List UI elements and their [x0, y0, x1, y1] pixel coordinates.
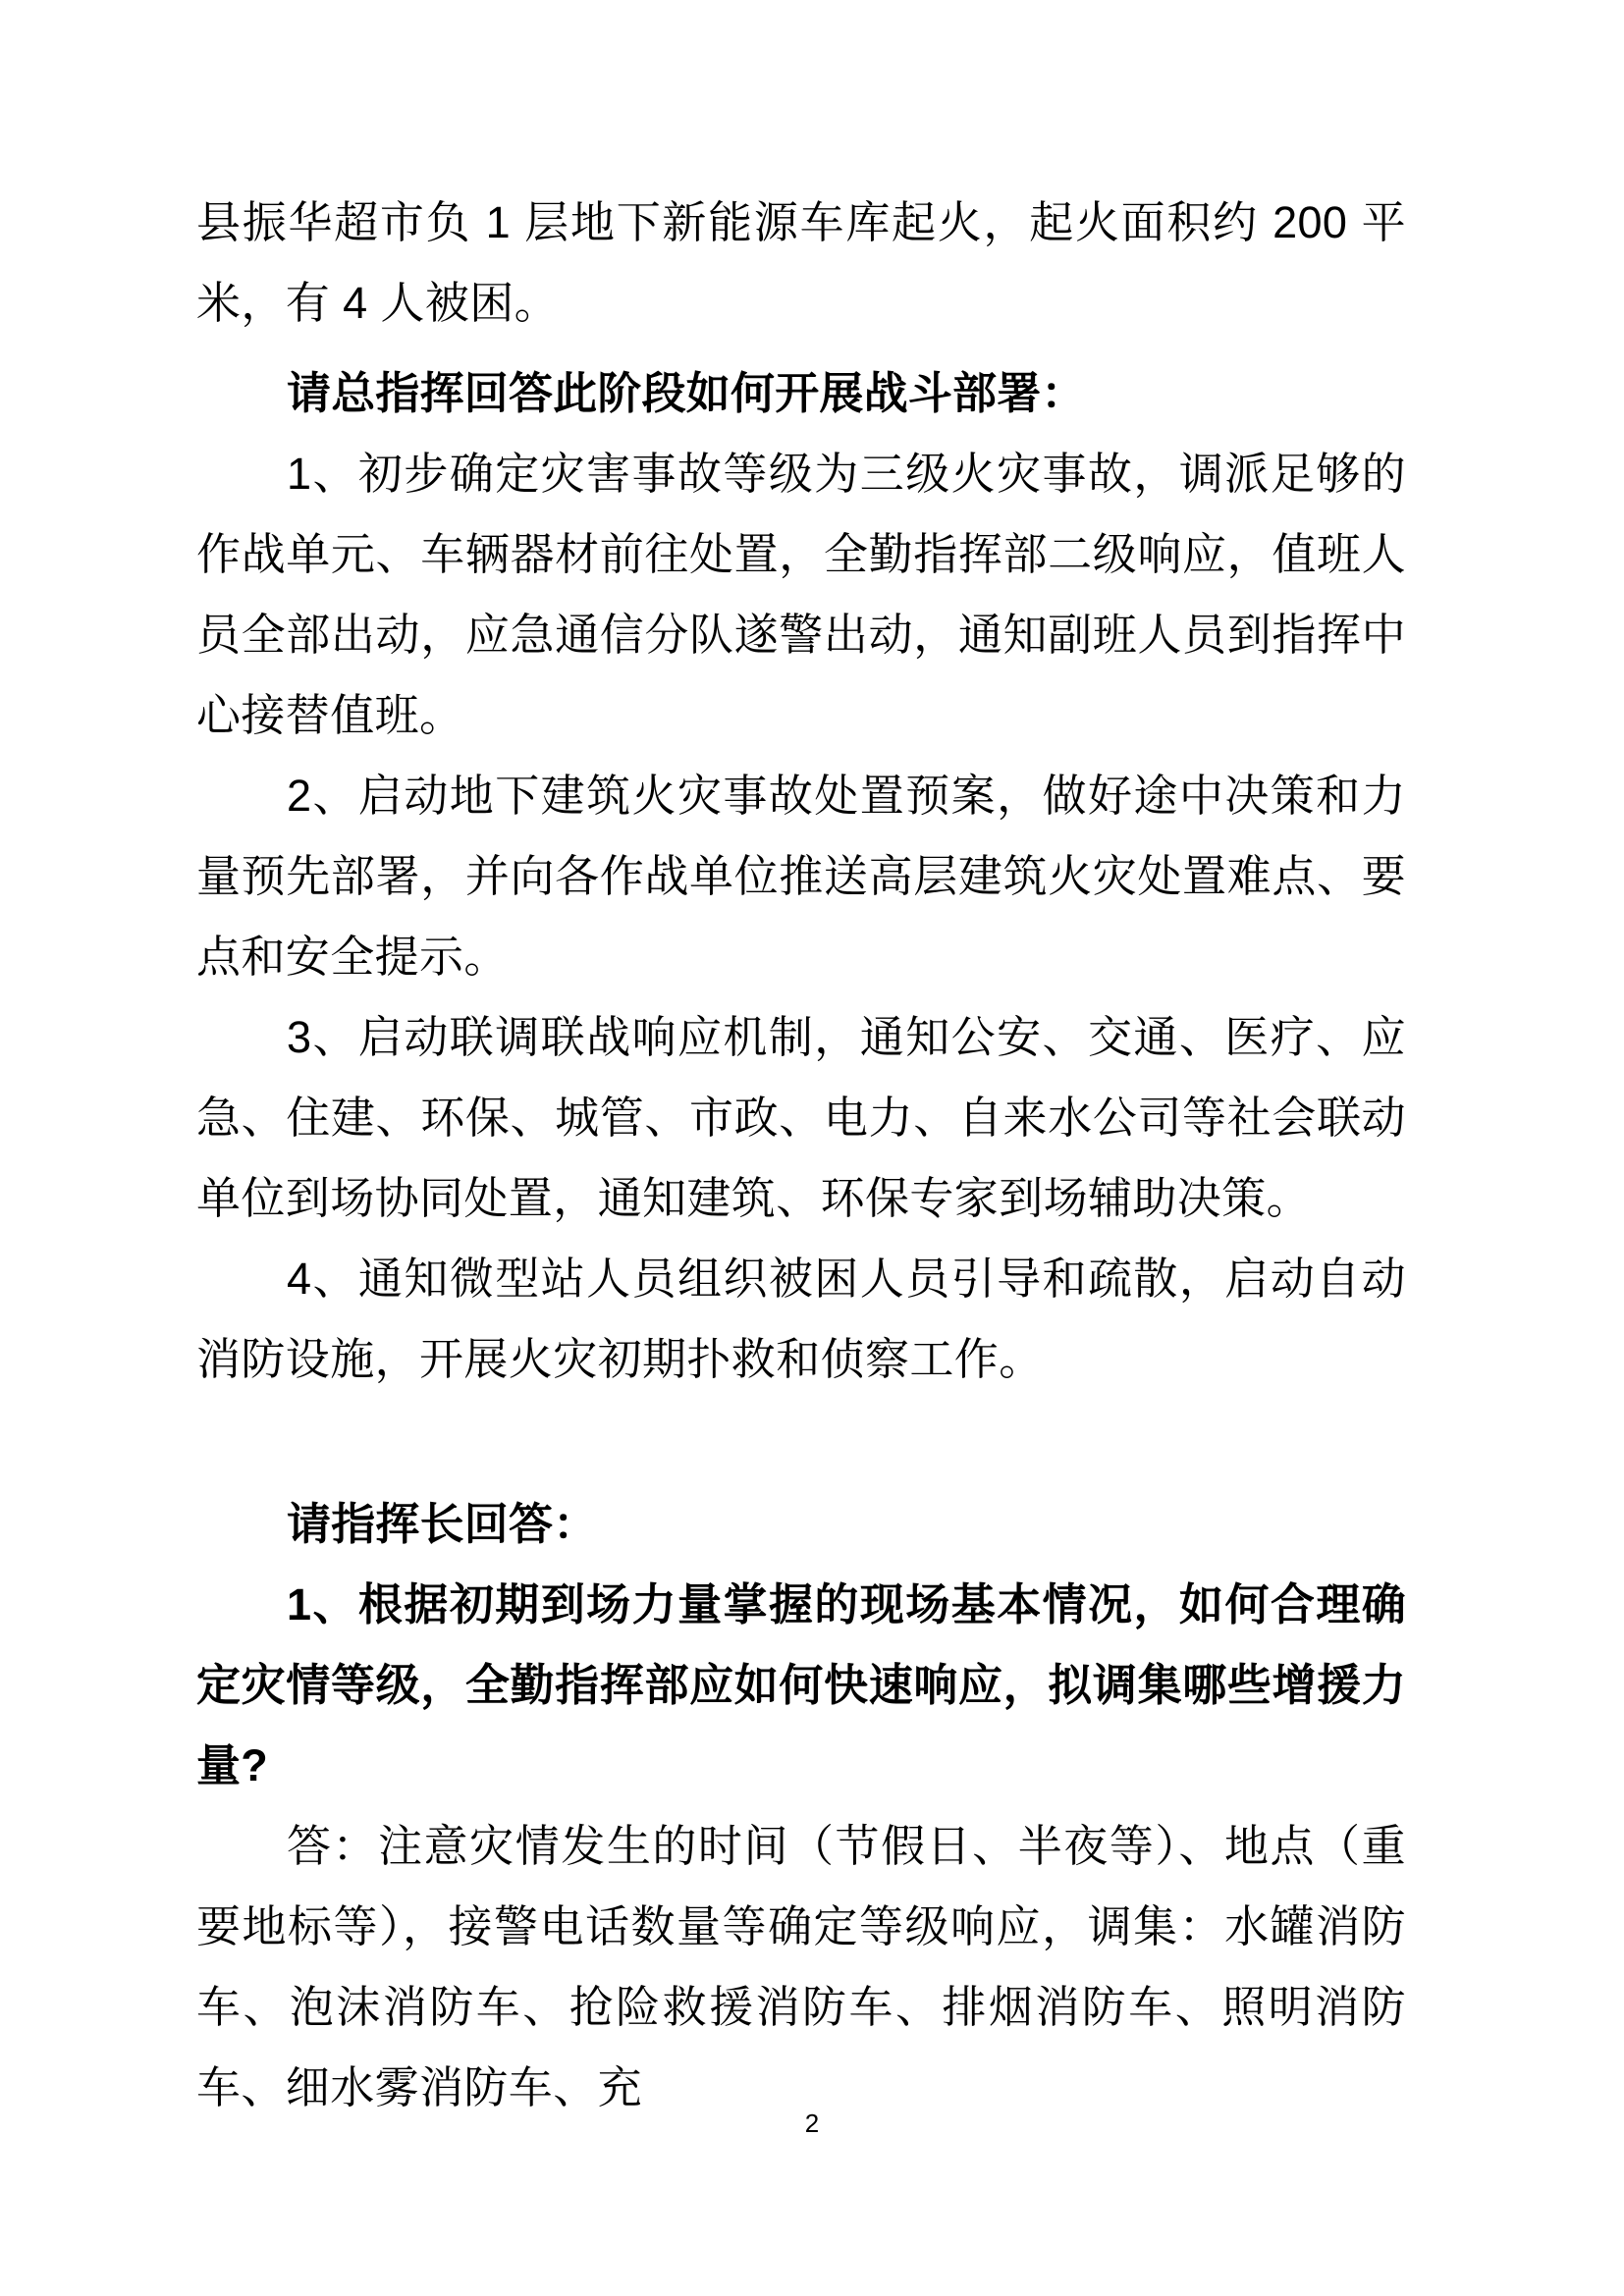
page-number: 2	[804, 2109, 820, 2138]
page-body	[196, 183, 1406, 2128]
deployment-item-3: 3、启动联调联战响应机制，通知公安、交通、医疗、应急、住建、环保、城管、市政、电力、自来水公司等社会联动单位到场协同处置，通知建筑、环保专家到场辅助决策。	[196, 1012, 1406, 1223]
heading-chief-question: 请指挥长回答：	[287, 1499, 598, 1549]
section-spacer	[196, 1400, 1406, 1484]
chief-question-1: 1、根据初期到场力量掌握的现场基本情况，如何合理确定灾情等级，全勤指挥部应如何快速响应，拟调集哪些增援力量?	[196, 1579, 1406, 1790]
deployment-item-2: 2、启动地下建筑火灾事故处置预案，做好途中决策和力量预先部署，并向各作战单位推送高层建筑火灾处置难点、要点和安全提示。	[196, 771, 1406, 982]
chief-answer-1: 答：注意灾情发生的时间（节假日、半夜等）、地点（重要地标等），接警电话数量等确定等级响应，调集：水罐消防车、泡沫消防车、抢险救援消防车、排烟消防车、照明消防车、细水雾消防车、充	[196, 1821, 1406, 2112]
deployment-item-4: 4、通知微型站人员组织被困人员引导和疏散，启动自动消防设施，开展火灾初期扑救和侦察工作。	[196, 1254, 1406, 1384]
deployment-item-1: 1、初步确定灾害事故等级为三级火灾事故，调派足够的作战单元、车辆器材前往处置，全勤指挥部二级响应，值班人员全部出动，应急通信分队遂警出动，通知副班人员到指挥中心接替值班。	[196, 449, 1406, 740]
heading-commander-question: 请总指挥回答此阶段如何开展战斗部署：	[287, 368, 1086, 418]
scenario-paragraph: 县振华超市负 1 层地下新能源车库起火，起火面积约 200 平米，有 4 人被困。	[196, 197, 1406, 328]
spacer	[196, 344, 1406, 353]
